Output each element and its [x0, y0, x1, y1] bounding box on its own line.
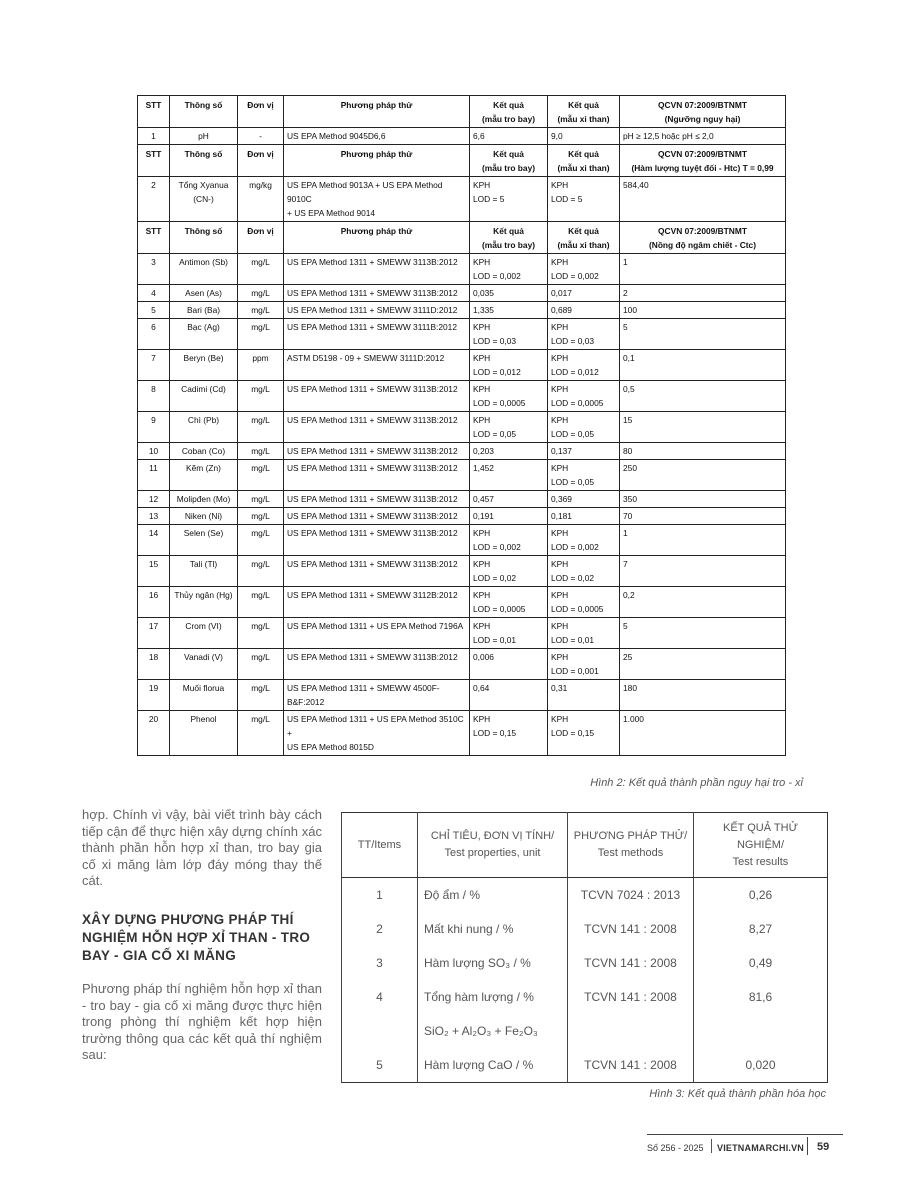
column-header: Kết quả (mẫu xỉ than) [548, 145, 620, 177]
table-cell: KPH LOD = 0,02 [470, 556, 548, 587]
table-cell: 0,64 [470, 680, 548, 711]
table-cell: Hàm lượng CaO / % [418, 1048, 568, 1083]
table-row [138, 319, 786, 350]
table-cell: Antimon (Sb) [170, 254, 238, 285]
table-cell: 9,0 [548, 128, 620, 145]
table-cell: 14 [138, 525, 170, 556]
table-row [138, 711, 786, 756]
table-cell: 0,181 [548, 508, 620, 525]
table-row [138, 412, 786, 443]
table-cell: Coban (Co) [170, 443, 238, 460]
table-cell: - [238, 128, 284, 145]
table-cell: 584,40 [620, 177, 786, 222]
table-cell: 6 [138, 319, 170, 350]
table-row [138, 649, 786, 680]
table-cell: 0,457 [470, 491, 548, 508]
table-row [138, 525, 786, 556]
column-header: KẾT QUẢ THỬ NGHIỆM/ Test results [694, 813, 828, 878]
table-cell: pH [170, 128, 238, 145]
section-heading: XÂY DỰNG PHƯƠNG PHÁP THÍ NGHIỆM HỖN HỢP XỈ THAN - TRO BAY - GIA CỐ XI MĂNG [82, 912, 311, 963]
page-number: 59 [817, 1141, 830, 1153]
table-cell: 8 [138, 381, 170, 412]
table-cell: 1,452 [470, 460, 548, 491]
table-row [342, 1014, 828, 1048]
table-cell: mg/L [238, 319, 284, 350]
table-cell: mg/L [238, 443, 284, 460]
table-cell: mg/L [238, 491, 284, 508]
table-row [138, 285, 786, 302]
column-header: Kết quả (mẫu xỉ than) [548, 222, 620, 254]
table-cell: KPH LOD = 0,05 [548, 412, 620, 443]
table-cell: 0,5 [620, 381, 786, 412]
table-header-row [138, 222, 786, 254]
table-row [138, 680, 786, 711]
table-cell: Chì (Pb) [170, 412, 238, 443]
table-cell: 0,49 [694, 946, 828, 980]
figure-2-caption: Hình 2: Kết quả thành phần nguy hại tro - xỉ [590, 777, 803, 789]
table-cell: mg/L [238, 649, 284, 680]
table-row [342, 980, 828, 1014]
table-cell: Selen (Se) [170, 525, 238, 556]
column-header: QCVN 07:2009/BTNMT (Hàm lượng tuyệt đối - Htc) T = 0,99 [620, 145, 786, 177]
table-cell [694, 1014, 828, 1048]
table-cell: 80 [620, 443, 786, 460]
column-header: STT [138, 145, 170, 177]
table-cell: KPH LOD = 0,03 [470, 319, 548, 350]
table-cell: 18 [138, 649, 170, 680]
table-cell: Molipđen (Mo) [170, 491, 238, 508]
table-cell: KPH LOD = 0,01 [548, 618, 620, 649]
table-cell: mg/L [238, 525, 284, 556]
paragraph-text: hợp. Chính vì vậy, bài viết trình bày cách tiếp cận để thực hiện xây dựng chính xác thành phần hỗn hợp xỉ than, tro bay gia cố xi măng làm lớp đáy móng thay thế cát. [82, 807, 322, 888]
table-cell: Asen (As) [170, 285, 238, 302]
table-cell: 0,369 [548, 491, 620, 508]
table-cell: 0,191 [470, 508, 548, 525]
table-cell: 15 [138, 556, 170, 587]
table-cell: 81,6 [694, 980, 828, 1014]
table-row [138, 443, 786, 460]
table-cell: 3 [138, 254, 170, 285]
table-row [138, 302, 786, 319]
table-cell: KPH LOD = 0,03 [548, 319, 620, 350]
table-row [138, 587, 786, 618]
table-cell: US EPA Method 1311 + SMEWW 3113B:2012 [284, 460, 470, 491]
table-cell: Cadimi (Cd) [170, 381, 238, 412]
table-cell: 3 [342, 946, 418, 980]
table-cell: 16 [138, 587, 170, 618]
column-header: STT [138, 96, 170, 128]
table-header-row [138, 145, 786, 177]
table-cell: 1.000 [620, 711, 786, 756]
table-cell: 11 [138, 460, 170, 491]
table-cell: US EPA Method 1311 + SMEWW 3113B:2012 [284, 491, 470, 508]
table-cell: Niken (Ni) [170, 508, 238, 525]
column-header: Kết quả (mẫu tro bay) [470, 96, 548, 128]
table-cell: KPH LOD = 0,05 [470, 412, 548, 443]
table-cell: Mất khi nung / % [418, 912, 568, 946]
footer-divider [711, 1139, 712, 1153]
table-row [138, 491, 786, 508]
table-cell: 7 [620, 556, 786, 587]
table-cell: SiO₂ + Al₂O₃ + Fe₂O₃ [418, 1014, 568, 1048]
table-row [342, 912, 828, 946]
table-cell: mg/L [238, 618, 284, 649]
table-cell: 0,035 [470, 285, 548, 302]
table-cell: KPH LOD = 0,002 [548, 254, 620, 285]
table-cell: 250 [620, 460, 786, 491]
column-header: Thông số [170, 96, 238, 128]
table-cell: KPH LOD = 0,01 [470, 618, 548, 649]
table-cell: mg/L [238, 556, 284, 587]
table-cell: 0,31 [548, 680, 620, 711]
table-row [138, 556, 786, 587]
table-cell: US EPA Method 9013A + US EPA Method 9010C + US EPA Method 9014 [284, 177, 470, 222]
table-cell: ASTM D5198 - 09 + SMEWW 3111D:2012 [284, 350, 470, 381]
table-cell: US EPA Method 1311 + SMEWW 3113B:2012 [284, 285, 470, 302]
table-cell: 9 [138, 412, 170, 443]
column-header: Phương pháp thử [284, 222, 470, 254]
table-cell: KPH LOD = 0,02 [548, 556, 620, 587]
table-cell: 1,335 [470, 302, 548, 319]
table-cell: 0,203 [470, 443, 548, 460]
intro-paragraph [82, 807, 322, 890]
table-cell: mg/L [238, 285, 284, 302]
table-cell: KPH LOD = 0,002 [470, 525, 548, 556]
column-header: Đơn vị [238, 96, 284, 128]
table-cell: 5 [342, 1048, 418, 1083]
footer-divider [807, 1137, 808, 1155]
table-cell: 1 [620, 254, 786, 285]
table-cell: 10 [138, 443, 170, 460]
column-header: CHỈ TIÊU, ĐƠN VỊ TÍNH/ Test properties, unit [418, 813, 568, 878]
table-cell: TCVN 141 : 2008 [568, 1048, 694, 1083]
table-cell: US EPA Method 1311 + SMEWW 3113B:2012 [284, 556, 470, 587]
table-row [342, 878, 828, 913]
table-cell: US EPA Method 1311 + SMEWW 3113B:2012 [284, 254, 470, 285]
column-header: Kết quả (mẫu xỉ than) [548, 96, 620, 128]
table-cell: TCVN 141 : 2008 [568, 980, 694, 1014]
table-cell: pH ≥ 12,5 hoặc pH ≤ 2,0 [620, 128, 786, 145]
table-cell: 8,27 [694, 912, 828, 946]
table-cell: Kẽm (Zn) [170, 460, 238, 491]
table-cell: 2 [342, 912, 418, 946]
table-cell: ppm [238, 350, 284, 381]
table-cell: US EPA Method 1311 + SMEWW 3113B:2012 [284, 443, 470, 460]
table-row [138, 618, 786, 649]
table-cell: Crom (VI) [170, 618, 238, 649]
table-cell: Beryn (Be) [170, 350, 238, 381]
table-cell: 0,006 [470, 649, 548, 680]
table-cell: 4 [138, 285, 170, 302]
table-row [138, 350, 786, 381]
table-cell: Hàm lượng SO₃ / % [418, 946, 568, 980]
column-header: TT/Items [342, 813, 418, 878]
table-cell: mg/L [238, 302, 284, 319]
table-cell: US EPA Method 1311 + US EPA Method 7196A [284, 618, 470, 649]
table-cell: 17 [138, 618, 170, 649]
table-cell: US EPA Method 1311 + SMEWW 3112B:2012 [284, 587, 470, 618]
column-header: Phương pháp thử [284, 96, 470, 128]
table-cell: 12 [138, 491, 170, 508]
table-cell: KPH LOD = 0,15 [470, 711, 548, 756]
table-cell: mg/L [238, 680, 284, 711]
table-row [138, 508, 786, 525]
table-cell: Phenol [170, 711, 238, 756]
table-cell: US EPA Method 1311 + SMEWW 3113B:2012 [284, 412, 470, 443]
table-cell: 1 [342, 878, 418, 913]
table-cell: Muối florua [170, 680, 238, 711]
table-cell: KPH LOD = 0,002 [548, 525, 620, 556]
table-cell: 19 [138, 680, 170, 711]
table-cell: 2 [138, 177, 170, 222]
table-cell: mg/L [238, 381, 284, 412]
table-cell: 5 [620, 319, 786, 350]
table-cell: 15 [620, 412, 786, 443]
table-cell: mg/kg [238, 177, 284, 222]
table-cell: mg/L [238, 254, 284, 285]
table-row [138, 177, 786, 222]
table-cell: US EPA Method 1311 + SMEWW 3113B:2012 [284, 381, 470, 412]
table-cell: US EPA Method 1311 + SMEWW 3113B:2012 [284, 525, 470, 556]
table-cell: Tổng hàm lượng / % [418, 980, 568, 1014]
issue-number: Số 256 - 2025 [647, 1143, 704, 1153]
table-row [342, 1048, 828, 1083]
table-cell: TCVN 141 : 2008 [568, 946, 694, 980]
table-cell: 25 [620, 649, 786, 680]
table-cell [342, 1014, 418, 1048]
table-cell: 180 [620, 680, 786, 711]
column-header: Kết quả (mẫu tro bay) [470, 222, 548, 254]
chemical-results-table [341, 812, 828, 1083]
table-cell: 100 [620, 302, 786, 319]
table-cell: mg/L [238, 711, 284, 756]
table-cell: KPH LOD = 0,001 [548, 649, 620, 680]
table-cell: KPH LOD = 5 [548, 177, 620, 222]
table-cell: mg/L [238, 460, 284, 491]
hazard-results-table [137, 95, 786, 756]
table-cell: 0,1 [620, 350, 786, 381]
table-cell: 13 [138, 508, 170, 525]
column-header: Kết quả (mẫu tro bay) [470, 145, 548, 177]
table-cell: KPH LOD = 0,002 [470, 254, 548, 285]
table-cell: 0,020 [694, 1048, 828, 1083]
table-cell: US EPA Method 9045D6,6 [284, 128, 470, 145]
figure-3-caption: Hình 3: Kết quả thành phần hóa học [649, 1088, 826, 1100]
table-cell: Bạc (Ag) [170, 319, 238, 350]
table-cell: 70 [620, 508, 786, 525]
method-paragraph: Phương pháp thí nghiệm hỗn hợp xỉ than - tro bay - gia cố xi măng được thực hiện trong phòng thí nghiệm kết hợp hiện trường thông qua các kết quả thí nghiệm sau: [82, 981, 322, 1062]
table-cell: 1 [138, 128, 170, 145]
table-cell: TCVN 141 : 2008 [568, 912, 694, 946]
table-cell: KPH LOD = 0,0005 [470, 381, 548, 412]
table-cell: US EPA Method 1311 + SMEWW 3113B:2012 [284, 508, 470, 525]
table-cell: 2 [620, 285, 786, 302]
column-header: STT [138, 222, 170, 254]
table-cell: US EPA Method 1311 + US EPA Method 3510C + US EPA Method 8015D [284, 711, 470, 756]
table-cell: 5 [138, 302, 170, 319]
column-header: Thông số [170, 222, 238, 254]
column-header: Phương pháp thử [284, 145, 470, 177]
table-row [138, 460, 786, 491]
column-header: QCVN 07:2009/BTNMT (Nồng độ ngâm chiết - Ctc) [620, 222, 786, 254]
table-cell [568, 1014, 694, 1048]
table-cell: US EPA Method 1311 + SMEWW 3111D:2012 [284, 302, 470, 319]
table-row [138, 381, 786, 412]
table-cell: 6,6 [470, 128, 548, 145]
table-cell: KPH LOD = 0,0005 [470, 587, 548, 618]
column-header: Đơn vị [238, 222, 284, 254]
table-cell: 0,2 [620, 587, 786, 618]
table-cell: Tổng Xyanua (CN-) [170, 177, 238, 222]
table-cell: Vanadi (V) [170, 649, 238, 680]
table-cell: KPH LOD = 0,0005 [548, 587, 620, 618]
table-cell: KPH LOD = 0,05 [548, 460, 620, 491]
table-cell: mg/L [238, 412, 284, 443]
table-cell: 1 [620, 525, 786, 556]
column-header: QCVN 07:2009/BTNMT (Ngưỡng nguy hại) [620, 96, 786, 128]
table-header-row [138, 96, 786, 128]
table-cell: Tali (Tl) [170, 556, 238, 587]
table-cell: KPH LOD = 0,0005 [548, 381, 620, 412]
table-cell: KPH LOD = 0,012 [548, 350, 620, 381]
table-cell: KPH LOD = 0,15 [548, 711, 620, 756]
table-cell: 0,017 [548, 285, 620, 302]
table-cell: 20 [138, 711, 170, 756]
table-cell: US EPA Method 1311 + SMEWW 3113B:2012 [284, 649, 470, 680]
table-row [342, 946, 828, 980]
table-cell: mg/L [238, 508, 284, 525]
magazine-name: VIETNAMARCHI.VN [717, 1143, 805, 1153]
table-cell: Bari (Ba) [170, 302, 238, 319]
table-cell: Thủy ngân (Hg) [170, 587, 238, 618]
table-cell: US EPA Method 1311 + SMEWW 4500F-B&F:2012 [284, 680, 470, 711]
table-row [138, 254, 786, 285]
table-cell: US EPA Method 1311 + SMEWW 3111B:2012 [284, 319, 470, 350]
table-cell: 0,689 [548, 302, 620, 319]
table-cell: 5 [620, 618, 786, 649]
table-cell: KPH LOD = 5 [470, 177, 548, 222]
table-cell: 350 [620, 491, 786, 508]
table-row [138, 128, 786, 145]
table-cell: TCVN 7024 : 2013 [568, 878, 694, 913]
column-header: PHƯƠNG PHÁP THỬ/ Test methods [568, 813, 694, 878]
column-header: Đơn vị [238, 145, 284, 177]
table-cell: 7 [138, 350, 170, 381]
table-cell: 0,26 [694, 878, 828, 913]
column-header: Thông số [170, 145, 238, 177]
table-cell: 4 [342, 980, 418, 1014]
page-footer [647, 1134, 843, 1157]
table-cell: Độ ẩm / % [418, 878, 568, 913]
table-cell: 0,137 [548, 443, 620, 460]
table-cell: KPH LOD = 0,012 [470, 350, 548, 381]
table-cell: mg/L [238, 587, 284, 618]
